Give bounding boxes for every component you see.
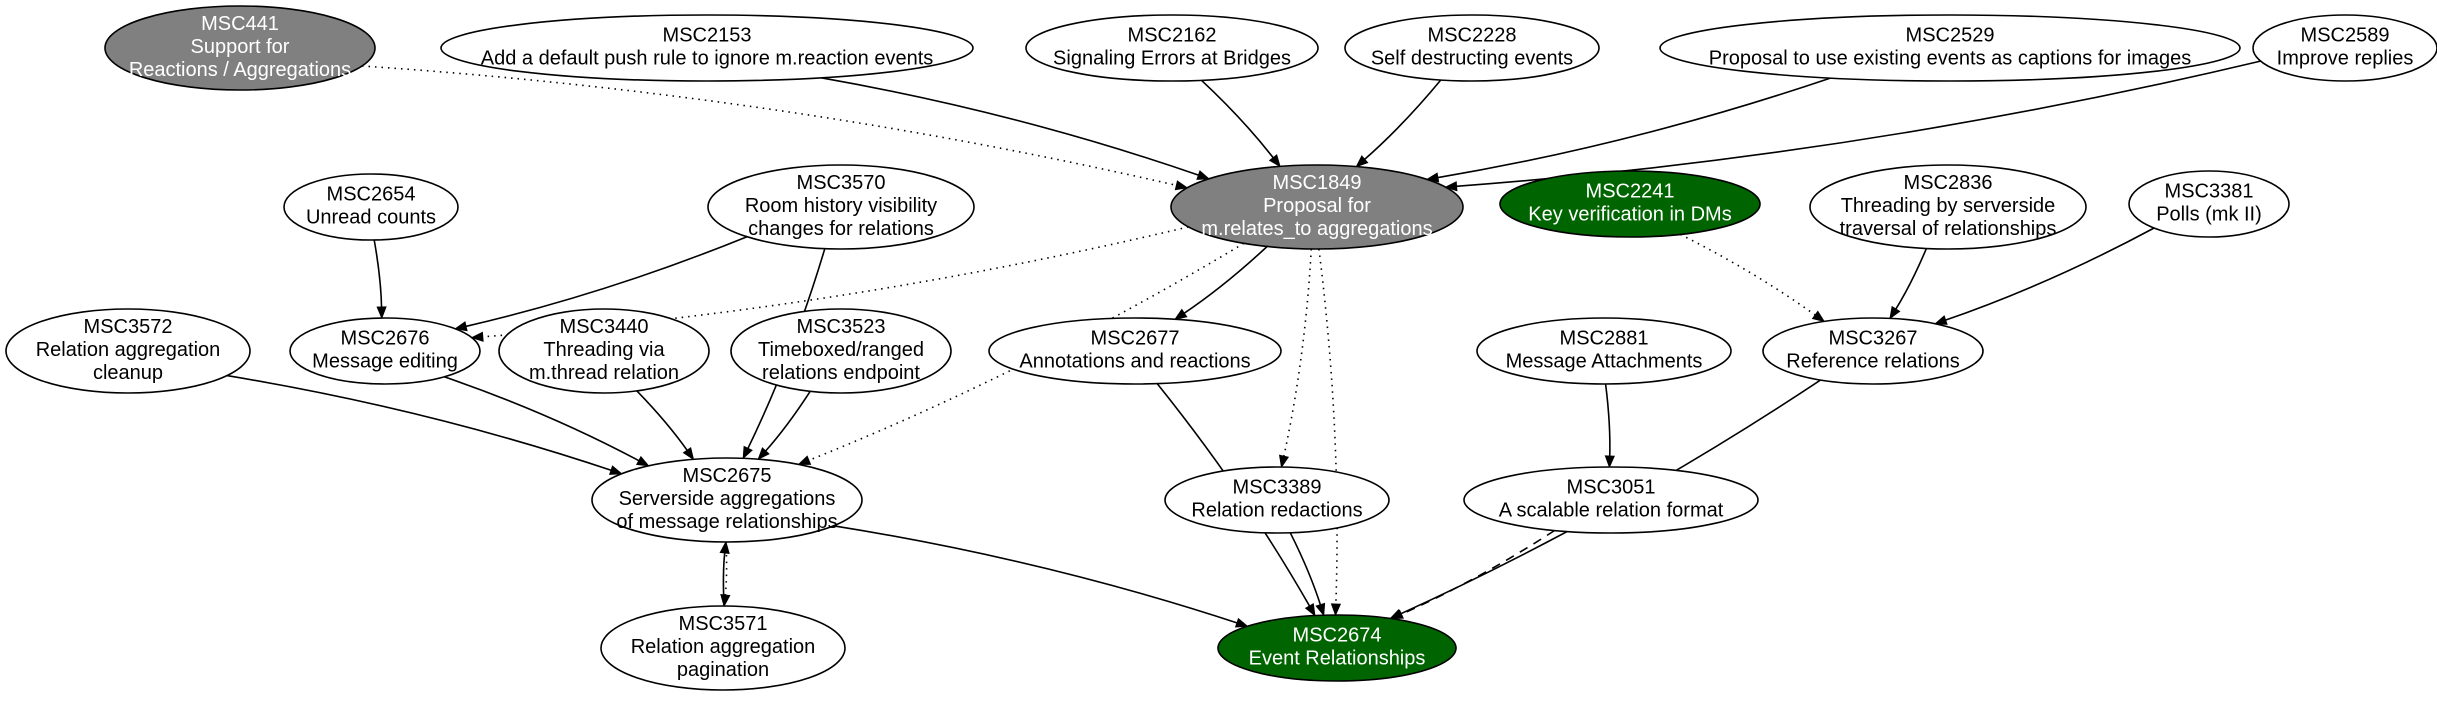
node-label-line: Relation redactions: [1191, 499, 1363, 522]
node-label-line: MSC441: [201, 13, 279, 36]
arrowhead: [1890, 307, 1900, 319]
node-label-line: MSC2675: [682, 465, 772, 488]
node-msc3381[interactable]: [2129, 171, 2289, 237]
node-label-line: MSC2153: [662, 24, 752, 47]
edge-msc3051-to-msc2674: [1400, 531, 1555, 616]
node-label-line: Message editing: [312, 350, 458, 373]
node-label-line: Relation aggregation: [630, 636, 816, 659]
edge-msc3389-to-msc2674: [1290, 533, 1321, 607]
node-label-line: Support for: [190, 36, 290, 59]
node-label-line: MSC3571: [678, 613, 768, 636]
node-label-line: MSC1849: [1272, 172, 1362, 195]
node-msc2241[interactable]: [1500, 171, 1760, 237]
edge-msc2654-to-msc2676: [374, 240, 381, 309]
node-msc2162[interactable]: [1026, 15, 1318, 81]
node-label-line: Threading by serverside: [1840, 195, 2056, 218]
edge-msc1849-to-msc2674: [1319, 249, 1337, 606]
edge-msc1849-to-msc3389: [1283, 249, 1311, 458]
node-label-line: MSC2241: [1585, 180, 1675, 203]
node-msc441[interactable]: [105, 6, 375, 90]
node-msc2881[interactable]: [1477, 318, 1731, 384]
node-label-line: Reactions / Aggregations: [128, 59, 352, 82]
node-label-line: MSC3051: [1566, 476, 1656, 499]
node-label-line: Add a default push rule to ignore m.reaction events: [480, 47, 934, 70]
edge-msc3440-to-msc2675: [637, 391, 688, 452]
arrowhead: [1236, 619, 1248, 627]
node-msc3440[interactable]: [499, 309, 709, 393]
node-label-line: Timeboxed/ranged: [757, 339, 925, 362]
arrowhead: [720, 542, 729, 553]
node-msc3267[interactable]: [1763, 318, 1983, 384]
arrowhead: [1270, 155, 1280, 166]
node-label-line: MSC2529: [1905, 24, 1995, 47]
node-label-line: relations endpoint: [762, 362, 920, 385]
node-label-line: pagination: [676, 659, 770, 682]
arrowhead: [743, 447, 752, 459]
node-label-line: MSC2162: [1127, 24, 1217, 47]
node-label-line: Annotations and reactions: [1019, 350, 1251, 373]
node-label-line: Reference relations: [1786, 350, 1960, 373]
edge-msc2836-to-msc3267: [1895, 249, 1927, 311]
arrowhead: [1332, 604, 1341, 615]
edge-msc2153-to-msc1849: [821, 78, 1200, 176]
node-msc2674[interactable]: [1218, 615, 1456, 681]
node-label-line: A scalable relation format: [1498, 499, 1724, 522]
node-label-line: Proposal for: [1263, 195, 1371, 218]
edge-msc2228-to-msc1849: [1363, 80, 1441, 161]
edge-msc2162-to-msc1849: [1202, 80, 1275, 159]
node-label-line: Polls (mk II): [2156, 203, 2262, 226]
arrowhead: [637, 457, 649, 466]
node-label-line: of message relationships: [616, 511, 838, 534]
edge-msc3523-to-msc2675: [764, 391, 810, 452]
node-label-line: MSC2654: [326, 183, 416, 206]
node-label-line: cleanup: [92, 362, 164, 385]
node-msc2589[interactable]: [2253, 15, 2437, 81]
node-label-line: MSC3381: [2164, 180, 2254, 203]
node-label-line: MSC3267: [1828, 327, 1918, 350]
node-msc1849[interactable]: [1171, 165, 1463, 249]
node-label-line: MSC3440: [559, 316, 649, 339]
node-msc2153[interactable]: [441, 15, 973, 81]
node-label-line: MSC3523: [796, 316, 886, 339]
nodes-layer: [6, 6, 2437, 690]
arrowhead: [1316, 603, 1324, 615]
node-msc2677[interactable]: [989, 318, 1281, 384]
node-msc2675[interactable]: [592, 458, 862, 542]
node-msc3389[interactable]: [1165, 467, 1389, 533]
arrowhead: [1197, 171, 1209, 179]
node-label-line: m.thread relation: [528, 362, 680, 385]
arrowhead: [684, 448, 694, 460]
edge-msc2675-to-msc2674: [834, 526, 1239, 624]
arrowhead: [1306, 604, 1315, 616]
edge-msc441-to-msc1849: [362, 66, 1178, 186]
node-label-line: Self destructing events: [1370, 47, 1574, 70]
edge-msc2529-to-msc1849: [1436, 78, 1830, 178]
node-msc3570[interactable]: [708, 165, 974, 249]
node-label-line: traversal of relationships: [1839, 218, 2057, 241]
node-msc2836[interactable]: [1810, 165, 2086, 249]
edge-msc3572-to-msc2675: [227, 376, 613, 471]
node-label-line: Signaling Errors at Bridges: [1053, 47, 1291, 70]
edge-msc2241-to-msc3267: [1680, 234, 1817, 316]
node-label-line: Serverside aggregations: [618, 488, 836, 511]
node-label-line: Unread counts: [305, 206, 437, 229]
node-label-line: MSC2589: [2300, 24, 2390, 47]
node-msc3571[interactable]: [601, 606, 845, 690]
arrowhead: [1280, 455, 1289, 467]
node-label-line: Proposal to use existing events as captions for images: [1708, 47, 2192, 70]
node-label-line: MSC3389: [1232, 476, 1322, 499]
node-msc2676[interactable]: [290, 318, 480, 384]
node-label-line: m.relates_to aggregations: [1201, 218, 1433, 241]
node-msc2529[interactable]: [1660, 15, 2240, 81]
arrowhead: [1935, 316, 1947, 324]
node-label-line: MSC2881: [1559, 327, 1649, 350]
node-label-line: MSC2676: [340, 327, 430, 350]
arrowhead: [1605, 456, 1614, 467]
node-msc2228[interactable]: [1345, 15, 1599, 81]
node-label-line: Message Attachments: [1505, 350, 1703, 373]
arrowhead: [1813, 311, 1825, 321]
node-label-line: changes for relations: [748, 218, 934, 241]
node-label-line: Room history visibility: [744, 195, 938, 218]
node-label-line: MSC2836: [1903, 172, 1993, 195]
arrowhead: [721, 595, 730, 606]
node-msc2654[interactable]: [284, 174, 458, 240]
node-msc3572[interactable]: [6, 309, 250, 393]
node-label-line: MSC2228: [1427, 24, 1517, 47]
arrowhead: [1175, 310, 1187, 320]
arrowhead: [377, 307, 386, 318]
node-label-line: Threading via: [543, 339, 665, 362]
node-msc3523[interactable]: [731, 309, 951, 393]
node-label-line: MSC3572: [83, 316, 173, 339]
node-label-line: Key verification in DMs: [1528, 203, 1732, 226]
node-label-msc3381: [2156, 181, 2262, 226]
node-label-line: MSC3570: [796, 172, 886, 195]
arrowhead: [610, 466, 622, 474]
arrowhead: [799, 456, 811, 464]
node-label-line: Improve replies: [2276, 47, 2414, 70]
node-msc3051[interactable]: [1464, 467, 1758, 533]
node-label-line: MSC2674: [1292, 624, 1382, 647]
edge-msc2881-to-msc3051: [1606, 384, 1610, 458]
node-label-line: Relation aggregation: [35, 339, 221, 362]
node-label-line: Event Relationships: [1248, 647, 1426, 670]
node-label-line: MSC2677: [1090, 327, 1180, 350]
edge-msc1849-to-msc2677: [1183, 247, 1268, 315]
